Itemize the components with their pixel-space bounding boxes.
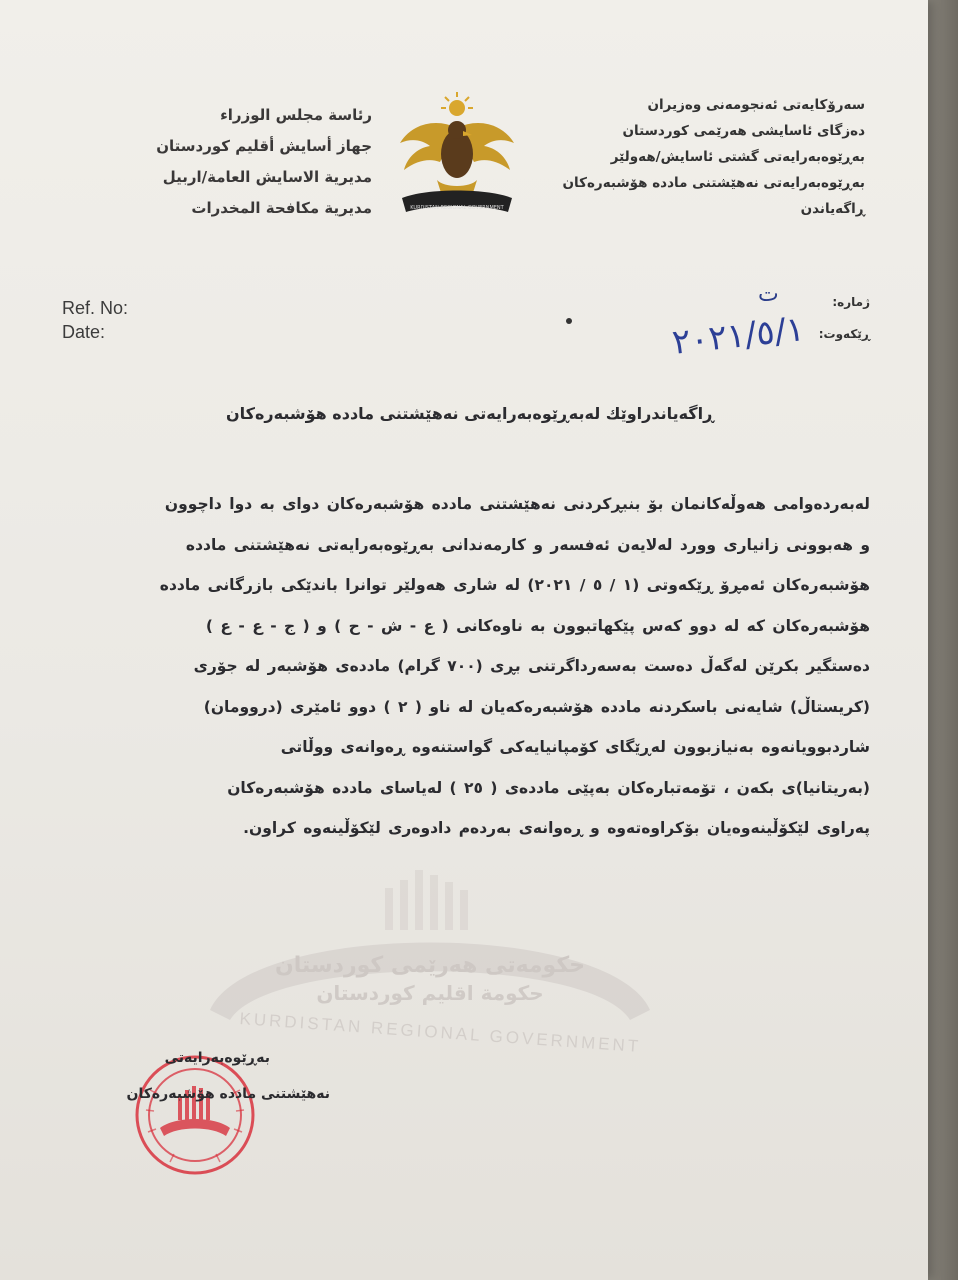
handwritten-date: ٢٠٢١/٥/١ bbox=[670, 309, 807, 363]
document-title: ڕاگەیاندراوێك لەبەڕێوەبەرایەتی نەهێشتنی مادده هۆشبەرەکان bbox=[226, 404, 714, 423]
handwritten-ref-number: ت bbox=[758, 282, 779, 307]
header-kurdish bbox=[545, 92, 865, 222]
body-line: شاردبوویانەوە بەنیازبوون لەڕێگای کۆمپانیایەکی گواستنەوە ڕەوانەی ووڵاتی bbox=[280, 738, 870, 756]
watermark-line-3: KURDISTAN REGIONAL GOVERNMENT bbox=[238, 1008, 642, 1057]
header-kurdish-line: دەزگای ئاسایشی هەرێمی کوردستان bbox=[622, 123, 865, 139]
ref-no-label-kurdish: ژمارە: bbox=[832, 295, 870, 309]
signature-line-2: نەهێشتنی مادده هۆشبەرەکان bbox=[126, 1086, 330, 1102]
header-arabic-line: مديرية الاسايش العامة/اربيل bbox=[162, 168, 372, 186]
header-kurdish-line: بەڕێوەبەرایەتی گشتی ئاسایش/هەولێر bbox=[610, 149, 865, 165]
header-arabic-line: جهاز أسايش أقليم كوردستان bbox=[156, 137, 372, 155]
header-kurdish-line: سەرۆکایەتی ئەنجومەنی وەزیران bbox=[647, 97, 865, 113]
kurdistan-eagle-emblem-icon bbox=[382, 88, 532, 220]
emblem-caption: KURDISTAN REGIONAL GOVERNMENT bbox=[410, 205, 504, 211]
header-kurdish-line: بەڕێوەبەرایەتی نەهێشتنی مادده هۆشبەرەکان bbox=[562, 175, 865, 191]
body-line: پەراوی لێکۆڵینەوەیان بۆکراوەتەوە و ڕەوانەی بەردەم دادوەری لێکۆڵینەوە کراون. bbox=[243, 819, 870, 837]
watermark-line-1: حکومەتی هەرێمی کوردستان bbox=[275, 953, 585, 978]
header-kurdish-line: ڕاگەیاندن bbox=[800, 201, 865, 217]
body-line: لەبەردەوامی هەوڵەکانمان بۆ بنبڕکردنی نەهێشتنی مادده هۆشبەرەکان دوای بە دوا داچوون bbox=[164, 495, 870, 513]
date-label-kurdish: ڕێکەوت: bbox=[818, 327, 870, 341]
body-line: هۆشبەرەکان ئەمڕۆ ڕێکەوتی (١ / ٥ / ٢٠٢١) لە شاری هەولێر توانرا باندێکی بازرگانی مادده bbox=[159, 576, 870, 594]
watermark-line-2: حكومة اقليم كوردستان bbox=[316, 981, 544, 1005]
body-line: (کریستاڵ) شایەنی باسکردنە مادده هۆشبەرەکەیان لە ناو ( ٢ ) دوو ئامێری (دروومان) bbox=[203, 697, 870, 716]
body-line: و هەبوونی زانیاری وورد لەلایەن ئەفسەر و کارمەندانی بەڕێوەبەرایەتی نەهێشتنی مادده bbox=[185, 535, 870, 554]
signature-line-1: بەڕێوەبەرایەتی bbox=[164, 1050, 270, 1066]
header-arabic-line: رئاسة مجلس الوزراء bbox=[220, 106, 372, 124]
header-arabic bbox=[42, 100, 372, 224]
reference-block-english bbox=[62, 296, 128, 344]
body-line: (بەریتانیا)ی بکەن ، تۆمەتبارەکان بەپێی ماددەی ( ٢٥ ) لەیاسای مادده هۆشبەرەکان bbox=[227, 778, 870, 797]
ink-dot bbox=[566, 318, 572, 324]
ref-no-label: Ref. No: bbox=[62, 298, 129, 318]
signature-block bbox=[90, 1040, 330, 1112]
document-body bbox=[148, 484, 870, 849]
date-label: Date: bbox=[62, 322, 106, 342]
header-arabic-line: مديرية مكافحة المخدرات bbox=[191, 199, 372, 217]
body-line: دەستگیر بکرێن لەگەڵ دەست بەسەرداگرتنی بڕی (٧٠٠ گرام) ماددەی هۆشبەر لە جۆری bbox=[193, 657, 870, 675]
body-line: هۆشبەرەکان کە لە دوو کەس پێکهاتبوون بە ناوەکانی ( ع - ش - ح ) و ( ج - ع - ع ) bbox=[205, 616, 870, 635]
